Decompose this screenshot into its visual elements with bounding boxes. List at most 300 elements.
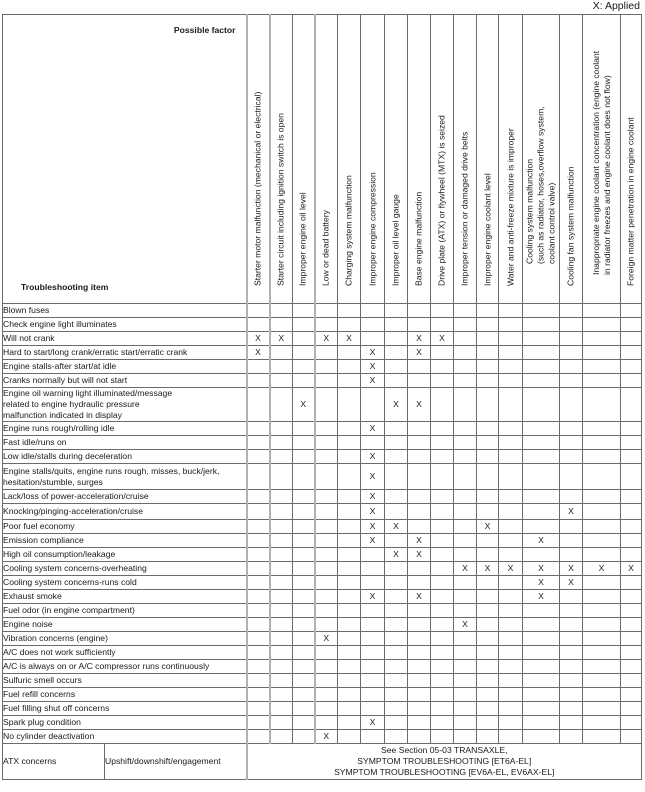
troubleshooting-item: Poor fuel economy bbox=[3, 520, 247, 534]
applied-cell bbox=[270, 318, 293, 332]
applied-mark: X bbox=[454, 562, 477, 576]
applied-cell bbox=[621, 436, 642, 450]
applied-cell bbox=[583, 374, 621, 388]
troubleshooting-item: A/C does not work sufficiently bbox=[3, 646, 247, 660]
applied-cell bbox=[621, 374, 642, 388]
applied-cell bbox=[315, 548, 338, 562]
applied-cell bbox=[523, 388, 560, 422]
applied-cell bbox=[385, 618, 408, 632]
applied-mark: X bbox=[293, 388, 315, 422]
applied-cell bbox=[431, 632, 454, 646]
applied-cell bbox=[315, 318, 338, 332]
applied-cell bbox=[477, 318, 499, 332]
applied-mark: X bbox=[361, 590, 385, 604]
applied-cell bbox=[247, 562, 270, 576]
troubleshooting-item: Emission compliance bbox=[3, 534, 247, 548]
applied-cell bbox=[270, 534, 293, 548]
applied-cell bbox=[385, 674, 408, 688]
factor-column-header bbox=[385, 15, 408, 304]
applied-cell bbox=[499, 520, 523, 534]
applied-cell bbox=[583, 388, 621, 422]
applied-cell bbox=[315, 688, 338, 702]
applied-cell bbox=[523, 504, 560, 520]
applied-cell bbox=[621, 422, 642, 436]
applied-cell bbox=[499, 436, 523, 450]
applied-cell bbox=[247, 632, 270, 646]
applied-cell bbox=[315, 660, 338, 674]
factor-column-header bbox=[338, 15, 361, 304]
troubleshooting-item: No cylinder deactivation bbox=[3, 730, 247, 744]
factor-header-row bbox=[3, 15, 642, 304]
factor-column-header bbox=[523, 15, 560, 304]
applied-cell bbox=[431, 562, 454, 576]
applied-cell bbox=[477, 674, 499, 688]
applied-cell bbox=[477, 716, 499, 730]
applied-cell bbox=[499, 504, 523, 520]
table-row bbox=[3, 464, 642, 490]
troubleshooting-item-label: Troubleshooting item bbox=[21, 282, 109, 292]
applied-cell bbox=[431, 304, 454, 318]
applied-cell bbox=[408, 730, 431, 744]
applied-cell bbox=[560, 660, 583, 674]
applied-cell bbox=[621, 490, 642, 504]
troubleshooting-item: Sulfuric smell occurs bbox=[3, 674, 247, 688]
applied-cell bbox=[315, 576, 338, 590]
applied-cell bbox=[499, 590, 523, 604]
factor-label: Cooling system malfunction (such as radiator, hoses,overflow system, coolant control valve) bbox=[524, 106, 557, 264]
applied-mark: X bbox=[477, 562, 499, 576]
applied-cell bbox=[315, 674, 338, 688]
applied-mark: X bbox=[361, 504, 385, 520]
applied-cell bbox=[431, 422, 454, 436]
applied-cell bbox=[270, 490, 293, 504]
applied-cell bbox=[247, 490, 270, 504]
applied-cell bbox=[338, 562, 361, 576]
applied-cell bbox=[560, 360, 583, 374]
applied-mark: X bbox=[523, 590, 560, 604]
applied-cell bbox=[338, 490, 361, 504]
applied-mark: X bbox=[361, 464, 385, 490]
applied-cell bbox=[477, 346, 499, 360]
applied-cell bbox=[621, 360, 642, 374]
applied-cell bbox=[408, 618, 431, 632]
applied-cell bbox=[523, 374, 560, 388]
applied-cell bbox=[315, 464, 338, 490]
applied-cell bbox=[499, 702, 523, 716]
applied-cell bbox=[338, 604, 361, 618]
applied-mark: X bbox=[408, 534, 431, 548]
applied-mark: X bbox=[408, 332, 431, 346]
table-row bbox=[3, 318, 642, 332]
applied-cell bbox=[270, 436, 293, 450]
applied-cell bbox=[621, 388, 642, 422]
applied-cell bbox=[338, 674, 361, 688]
troubleshooting-item: Blown fuses bbox=[3, 304, 247, 318]
applied-cell bbox=[523, 688, 560, 702]
applied-cell bbox=[270, 548, 293, 562]
applied-cell bbox=[523, 730, 560, 744]
applied-cell bbox=[499, 374, 523, 388]
applied-cell bbox=[560, 618, 583, 632]
applied-cell bbox=[270, 422, 293, 436]
possible-factor-label: Possible factor bbox=[173, 25, 236, 35]
factor-label: Drive plate (ATX) or flywheel (MTX) is seized bbox=[436, 115, 447, 286]
applied-cell bbox=[499, 318, 523, 332]
applied-cell bbox=[477, 422, 499, 436]
applied-cell bbox=[454, 520, 477, 534]
applied-cell bbox=[338, 688, 361, 702]
applied-cell bbox=[270, 562, 293, 576]
applied-cell bbox=[315, 562, 338, 576]
applied-cell bbox=[583, 304, 621, 318]
applied-cell bbox=[583, 548, 621, 562]
applied-cell bbox=[431, 464, 454, 490]
factor-label: Charging system malfunction bbox=[343, 175, 354, 286]
applied-cell bbox=[499, 346, 523, 360]
applied-mark: X bbox=[361, 422, 385, 436]
applied-cell bbox=[560, 590, 583, 604]
applied-cell bbox=[621, 304, 642, 318]
applied-cell bbox=[385, 464, 408, 490]
factor-label: Water and anti-freeze mixture is improper bbox=[505, 128, 515, 286]
applied-cell bbox=[499, 618, 523, 632]
applied-mark: X bbox=[560, 504, 583, 520]
applied-cell bbox=[477, 464, 499, 490]
atx-category: ATX concerns bbox=[3, 744, 105, 780]
applied-mark: X bbox=[385, 520, 408, 534]
applied-cell bbox=[431, 660, 454, 674]
applied-mark: X bbox=[477, 520, 499, 534]
applied-cell bbox=[583, 632, 621, 646]
applied-cell bbox=[431, 436, 454, 450]
applied-cell bbox=[499, 388, 523, 422]
applied-cell bbox=[247, 318, 270, 332]
applied-cell bbox=[431, 374, 454, 388]
applied-cell bbox=[247, 520, 270, 534]
table-row bbox=[3, 450, 642, 464]
applied-cell bbox=[454, 716, 477, 730]
applied-cell bbox=[315, 534, 338, 548]
applied-cell bbox=[454, 730, 477, 744]
table-row bbox=[3, 436, 642, 450]
troubleshooting-item: Engine stalls-after start/at idle bbox=[3, 360, 247, 374]
applied-cell bbox=[338, 520, 361, 534]
applied-cell bbox=[361, 436, 385, 450]
applied-cell bbox=[583, 576, 621, 590]
applied-cell bbox=[431, 360, 454, 374]
applied-cell bbox=[583, 520, 621, 534]
applied-cell bbox=[338, 590, 361, 604]
applied-cell bbox=[408, 304, 431, 318]
applied-cell bbox=[621, 646, 642, 660]
applied-cell bbox=[338, 374, 361, 388]
factor-label: Improper engine compression bbox=[367, 172, 377, 286]
applied-cell bbox=[431, 716, 454, 730]
applied-cell bbox=[499, 332, 523, 346]
applied-cell bbox=[499, 716, 523, 730]
applied-cell bbox=[621, 548, 642, 562]
applied-cell bbox=[408, 520, 431, 534]
applied-cell bbox=[560, 646, 583, 660]
applied-cell bbox=[270, 388, 293, 422]
applied-cell bbox=[338, 730, 361, 744]
applied-cell bbox=[477, 660, 499, 674]
applied-cell bbox=[560, 716, 583, 730]
atx-item: Upshift/downshift/engagement bbox=[105, 744, 247, 780]
applied-cell bbox=[385, 332, 408, 346]
troubleshooting-item: Fuel odor (in engine compartment) bbox=[3, 604, 247, 618]
applied-cell bbox=[583, 702, 621, 716]
applied-cell bbox=[621, 688, 642, 702]
applied-cell bbox=[477, 360, 499, 374]
applied-mark: X bbox=[499, 562, 523, 576]
factor-column-header bbox=[431, 15, 454, 304]
applied-mark: X bbox=[315, 332, 338, 346]
factor-column-header bbox=[560, 15, 583, 304]
applied-cell bbox=[385, 422, 408, 436]
applied-cell bbox=[560, 674, 583, 688]
table-row bbox=[3, 688, 642, 702]
atx-row bbox=[3, 744, 642, 780]
applied-cell bbox=[293, 332, 315, 346]
applied-cell bbox=[270, 304, 293, 318]
applied-cell bbox=[270, 674, 293, 688]
applied-cell bbox=[431, 590, 454, 604]
applied-cell bbox=[621, 318, 642, 332]
applied-cell bbox=[408, 702, 431, 716]
applied-cell bbox=[431, 618, 454, 632]
applied-cell bbox=[338, 632, 361, 646]
applied-cell bbox=[560, 520, 583, 534]
applied-cell bbox=[499, 730, 523, 744]
troubleshooting-item: Fuel refill concerns bbox=[3, 688, 247, 702]
applied-cell bbox=[293, 716, 315, 730]
applied-cell bbox=[523, 464, 560, 490]
applied-cell bbox=[583, 660, 621, 674]
applied-cell bbox=[338, 504, 361, 520]
applied-cell bbox=[247, 374, 270, 388]
applied-cell bbox=[270, 374, 293, 388]
applied-cell bbox=[621, 450, 642, 464]
applied-cell bbox=[293, 730, 315, 744]
applied-cell bbox=[385, 490, 408, 504]
applied-mark: X bbox=[361, 346, 385, 360]
applied-cell bbox=[247, 646, 270, 660]
table-row bbox=[3, 730, 642, 744]
troubleshooting-item: Fuel filling shut off concerns bbox=[3, 702, 247, 716]
applied-cell bbox=[315, 304, 338, 318]
applied-cell bbox=[408, 504, 431, 520]
applied-cell bbox=[621, 618, 642, 632]
troubleshooting-item: Low idle/stalls during deceleration bbox=[3, 450, 247, 464]
applied-cell bbox=[454, 360, 477, 374]
applied-cell bbox=[583, 618, 621, 632]
applied-cell bbox=[408, 688, 431, 702]
applied-cell bbox=[431, 548, 454, 562]
applied-cell bbox=[454, 660, 477, 674]
applied-cell bbox=[270, 716, 293, 730]
troubleshooting-item: Spark plug condition bbox=[3, 716, 247, 730]
factor-column-header bbox=[454, 15, 477, 304]
applied-cell bbox=[454, 304, 477, 318]
applied-cell bbox=[293, 504, 315, 520]
applied-cell bbox=[385, 632, 408, 646]
applied-cell bbox=[499, 646, 523, 660]
applied-mark: X bbox=[621, 562, 642, 576]
factor-column-header bbox=[583, 15, 621, 304]
applied-cell bbox=[247, 388, 270, 422]
applied-cell bbox=[454, 422, 477, 436]
applied-mark: X bbox=[431, 332, 454, 346]
applied-cell bbox=[361, 304, 385, 318]
applied-cell bbox=[361, 318, 385, 332]
table-row bbox=[3, 548, 642, 562]
applied-mark: X bbox=[361, 450, 385, 464]
applied-cell bbox=[454, 504, 477, 520]
troubleshooting-item: Exhaust smoke bbox=[3, 590, 247, 604]
applied-cell bbox=[583, 590, 621, 604]
applied-mark: X bbox=[523, 562, 560, 576]
applied-cell bbox=[315, 716, 338, 730]
factor-column-header bbox=[247, 15, 270, 304]
factor-column-header bbox=[270, 15, 293, 304]
applied-cell bbox=[361, 674, 385, 688]
applied-cell bbox=[315, 490, 338, 504]
applied-cell bbox=[621, 504, 642, 520]
factor-column-header bbox=[408, 15, 431, 304]
applied-cell bbox=[583, 604, 621, 618]
applied-cell bbox=[583, 716, 621, 730]
applied-cell bbox=[583, 646, 621, 660]
applied-cell bbox=[293, 520, 315, 534]
applied-cell bbox=[454, 702, 477, 716]
applied-cell bbox=[431, 576, 454, 590]
applied-cell bbox=[408, 374, 431, 388]
applied-cell bbox=[293, 436, 315, 450]
header-corner bbox=[3, 15, 247, 304]
applied-cell bbox=[293, 660, 315, 674]
applied-cell bbox=[583, 436, 621, 450]
troubleshooting-item: Will not crank bbox=[3, 332, 247, 346]
applied-cell bbox=[523, 422, 560, 436]
factor-label: Starter motor malfunction (mechanical or electrical) bbox=[252, 91, 263, 286]
applied-cell bbox=[315, 646, 338, 660]
table-row bbox=[3, 534, 642, 548]
troubleshooting-item: Engine stalls/quits, engine runs rough, misses, buck/jerk, hesitation/stumble, surges bbox=[3, 464, 247, 490]
applied-mark: X bbox=[560, 562, 583, 576]
applied-cell bbox=[560, 374, 583, 388]
applied-cell bbox=[315, 374, 338, 388]
applied-cell bbox=[523, 660, 560, 674]
applied-mark: X bbox=[361, 716, 385, 730]
table-row bbox=[3, 346, 642, 360]
applied-cell bbox=[499, 604, 523, 618]
applied-mark: X bbox=[361, 374, 385, 388]
applied-cell bbox=[583, 464, 621, 490]
applied-cell bbox=[293, 590, 315, 604]
applied-cell bbox=[247, 618, 270, 632]
applied-cell bbox=[560, 436, 583, 450]
applied-cell bbox=[523, 360, 560, 374]
applied-cell bbox=[560, 688, 583, 702]
table-row bbox=[3, 422, 642, 436]
applied-cell bbox=[583, 688, 621, 702]
applied-cell bbox=[315, 388, 338, 422]
applied-cell bbox=[270, 450, 293, 464]
applied-cell bbox=[454, 450, 477, 464]
troubleshooting-item: Lack/loss of power-acceleration/cruise bbox=[3, 490, 247, 504]
applied-cell bbox=[621, 674, 642, 688]
applied-mark: X bbox=[454, 618, 477, 632]
applied-cell bbox=[293, 702, 315, 716]
applied-mark: X bbox=[408, 388, 431, 422]
applied-cell bbox=[408, 360, 431, 374]
applied-cell bbox=[270, 702, 293, 716]
applied-cell bbox=[293, 562, 315, 576]
applied-cell bbox=[523, 618, 560, 632]
applied-cell bbox=[247, 702, 270, 716]
applied-cell bbox=[293, 490, 315, 504]
table-row bbox=[3, 604, 642, 618]
applied-cell bbox=[499, 688, 523, 702]
applied-cell bbox=[431, 490, 454, 504]
applied-cell bbox=[431, 520, 454, 534]
applied-cell bbox=[477, 388, 499, 422]
applied-cell bbox=[523, 604, 560, 618]
applied-cell bbox=[583, 490, 621, 504]
applied-cell bbox=[247, 422, 270, 436]
applied-cell bbox=[361, 702, 385, 716]
factor-column-header bbox=[499, 15, 523, 304]
applied-cell bbox=[361, 618, 385, 632]
table-row bbox=[3, 618, 642, 632]
table-row bbox=[3, 660, 642, 674]
applied-mark: X bbox=[361, 490, 385, 504]
applied-cell bbox=[621, 632, 642, 646]
applied-cell bbox=[621, 520, 642, 534]
applied-cell bbox=[454, 436, 477, 450]
applied-cell bbox=[523, 436, 560, 450]
applied-mark: X bbox=[560, 576, 583, 590]
table-row bbox=[3, 374, 642, 388]
applied-cell bbox=[621, 346, 642, 360]
applied-cell bbox=[385, 360, 408, 374]
applied-cell bbox=[621, 716, 642, 730]
table-row bbox=[3, 576, 642, 590]
applied-cell bbox=[385, 450, 408, 464]
applied-cell bbox=[408, 632, 431, 646]
factor-label: Improper tension or damaged drive belts bbox=[459, 131, 470, 286]
factor-label: Low or dead battery bbox=[320, 210, 331, 286]
applied-cell bbox=[477, 632, 499, 646]
applied-cell bbox=[361, 688, 385, 702]
applied-cell bbox=[431, 646, 454, 660]
applied-cell bbox=[293, 646, 315, 660]
applied-cell bbox=[338, 346, 361, 360]
applied-cell bbox=[293, 304, 315, 318]
applied-cell bbox=[385, 318, 408, 332]
applied-cell bbox=[560, 464, 583, 490]
table-row bbox=[3, 590, 642, 604]
applied-cell bbox=[361, 660, 385, 674]
applied-cell bbox=[247, 304, 270, 318]
applied-cell bbox=[247, 534, 270, 548]
applied-cell bbox=[315, 590, 338, 604]
applied-mark: X bbox=[408, 548, 431, 562]
applied-cell bbox=[385, 534, 408, 548]
applied-cell bbox=[247, 548, 270, 562]
factor-column-header bbox=[361, 15, 385, 304]
